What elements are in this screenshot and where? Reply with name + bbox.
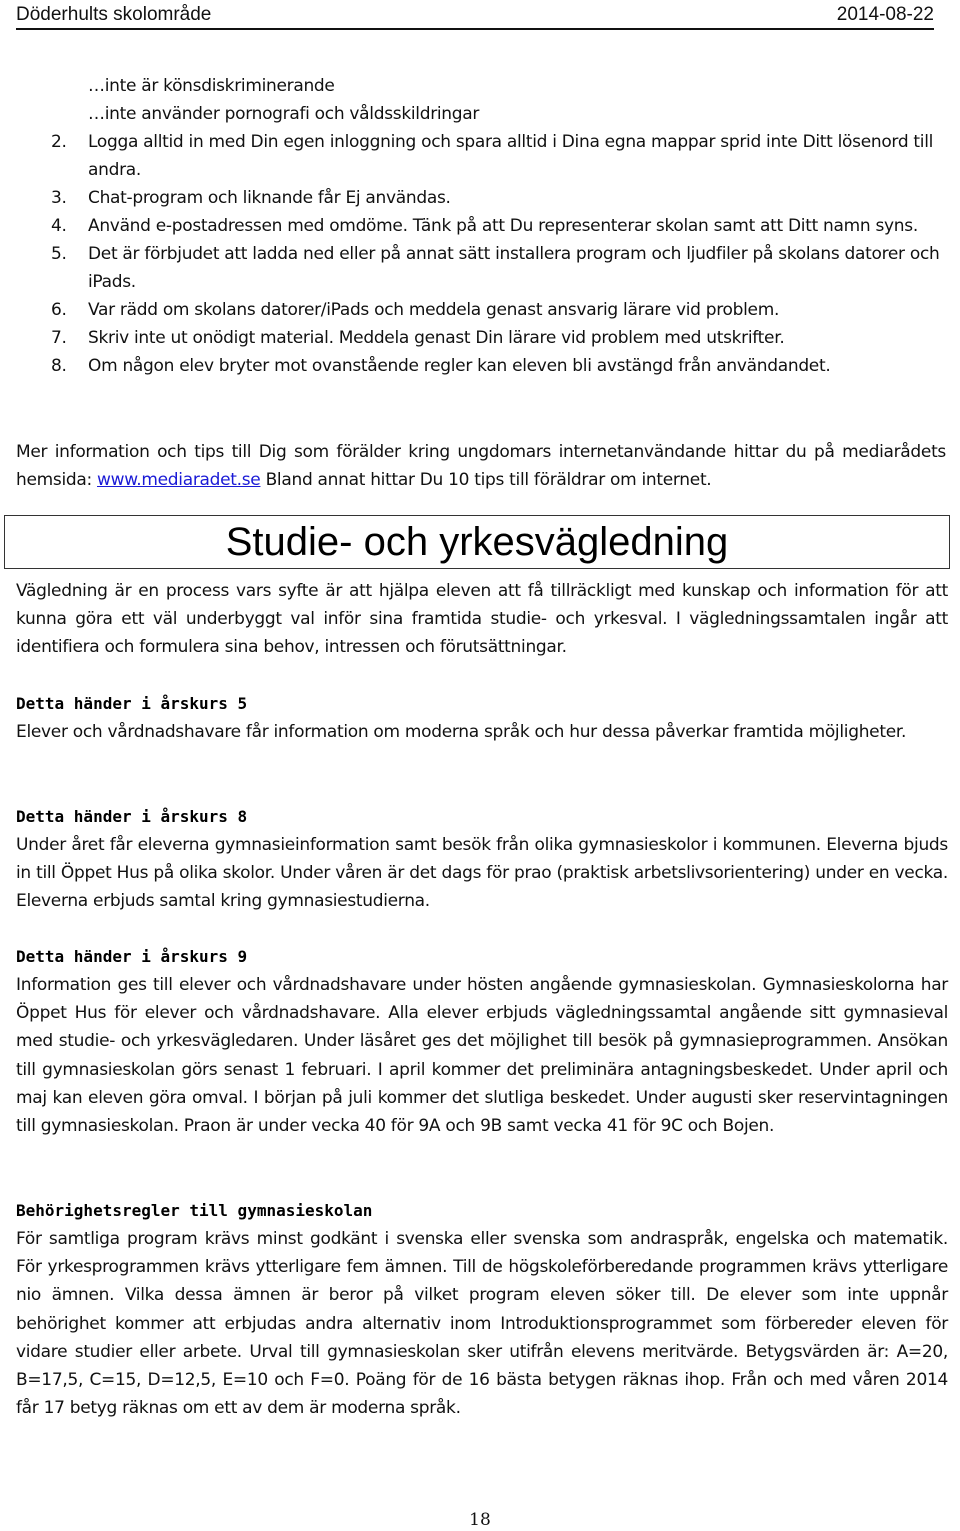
list-continuation-line: …inte är könsdiskriminerande (88, 76, 335, 96)
text-arskurs-8: Under året får eleverna gymnasieinformation samt besök från olika gymnasieskolor i kommunen. Eleverna bjuds in till Öppet Hus på olika skolor. Under våren är det dags för prao (praktisk arbetslivsorientering) under en vecka. Eleverna erbjuds samtal kring gymnasiestudierna. (16, 835, 948, 912)
list-continuation-line: …inte använder pornografi och våldsskildringar (88, 104, 480, 124)
text-arskurs-9: Information ges till elever och vårdnadshavare under hösten angående gymnasieskolan. Gymnasieskolorna har Öppet Hus för elever och vårdnadshavare. Alla elever erbjuds vägledningssamtal angående sitt gymnasieval med studie- och yrkesvägledaren. Under läsåret ges det möjlighet till besök på gymnasieprogrammen. Ansökan till gymnasieskolan görs senast 1 februari. I april kommer det preliminära antagningsbeskedet. Under april och maj kan eleven göra omval. I början på juli kommer det slutliga beskedet. Under augusti sker reservintagningen till gymnasieskolan. Praon är under vecka 40 för 9A och 9B samt vecka 41 för 9C och Bojen. (16, 975, 948, 1137)
page-number: 18 (469, 1510, 491, 1530)
list-item-number: 4. (51, 216, 67, 236)
text-arskurs-5: Elever och vårdnadshavare får information om moderna språk och hur dessa påverkar framtida möjligheter. (16, 722, 907, 742)
list-item-text: Det är förbjudet att ladda ned eller på annat sätt installera program och ljudfiler på skolans datorer och iPads. (88, 244, 940, 292)
list-item-text: Chat-program och liknande får Ej användas. (88, 188, 451, 208)
section-title: Studie- och yrkesvägledning (4, 515, 950, 569)
heading-arskurs-9: Detta händer i årskurs 9 (16, 947, 248, 966)
list-item (0, 324, 940, 352)
list-item-number: 3. (51, 188, 67, 208)
list-item-number: 8. (51, 356, 67, 376)
info-text-after: Bland annat hittar Du 10 tips till föräldrar om internet. (260, 470, 712, 490)
list-item-text: Om någon elev bryter mot ovanstående regler kan eleven bli avstängd från användandet. (88, 356, 831, 376)
text-behorighetsregler: För samtliga program krävs minst godkänt i svenska eller svenska som andraspråk, engelska och matematik. För yrkesprogrammen krävs ytterligare fem ämnen. Till de högskoleförberedande programmen krävs ytterligare nio ämnen. Vilka dessa ämnen är beror på vilket program eleven söker till. De elever som inte uppnår behörighet kommer att erbjudas andra alternativ inom Introduktionsprogrammet som förbereder eleven för vidare studier eller arbete. Urval till gymnasieskolan sker utifrån elevens meritvärde. Betygsvärden är: A=20, B=17,5, C=15, D=12,5, E=10 och F=0. Poäng för de 16 bästa betygen räknas ihop. Från och med våren 2014 får 17 betyg räknas om ett av dem är moderna språk. (16, 1229, 948, 1419)
page-header (16, 4, 934, 30)
list-item-number: 2. (51, 132, 67, 152)
heading-arskurs-8: Detta händer i årskurs 8 (16, 807, 248, 826)
list-item-number: 6. (51, 300, 67, 320)
list-item (0, 352, 940, 380)
rules-list (0, 72, 940, 380)
intro-paragraph: Vägledning är en process vars syfte är att hjälpa eleven att få tillräckligt med kunskap och information för att kunna göra ett väl underbyggt val inför sina framtida studie- och yrkesval. I vägledningssamtalen ingår att identifiera och formulera sina behov, intressen och förutsättningar. (16, 581, 948, 658)
list-item-text: Skriv inte ut onödigt material. Meddela genast Din lärare vid problem med utskrifter. (88, 328, 785, 348)
list-item (0, 184, 940, 212)
header-school-name: Döderhults skolområde (16, 4, 212, 25)
list-item-number: 5. (51, 244, 67, 264)
list-item (0, 240, 940, 296)
info-paragraph (16, 438, 946, 494)
list-item-number: 7. (51, 328, 67, 348)
list-item-text: Logga alltid in med Din egen inloggning och spara alltid i Dina egna mappar sprid inte Ditt lösenord till andra. (88, 132, 934, 180)
mediaradet-link[interactable]: www.mediaradet.se (97, 470, 261, 490)
list-item (0, 296, 940, 324)
heading-arskurs-5: Detta händer i årskurs 5 (16, 694, 248, 713)
list-item-text: Var rädd om skolans datorer/iPads och meddela genast ansvarig lärare vid problem. (88, 300, 780, 320)
list-item (0, 128, 940, 184)
list-item (0, 212, 940, 240)
list-item-text: Använd e-postadressen med omdöme. Tänk på att Du representerar skolan samt att Ditt namn syns. (88, 216, 918, 236)
heading-behorighetsregler: Behörighetsregler till gymnasieskolan (16, 1201, 373, 1220)
info-text-before: Mer information och tips till Dig som förälder kring ungdomars internetanvändande hittar du på mediarådets hemsida: (16, 442, 946, 490)
header-date: 2014-08-22 (836, 4, 934, 25)
